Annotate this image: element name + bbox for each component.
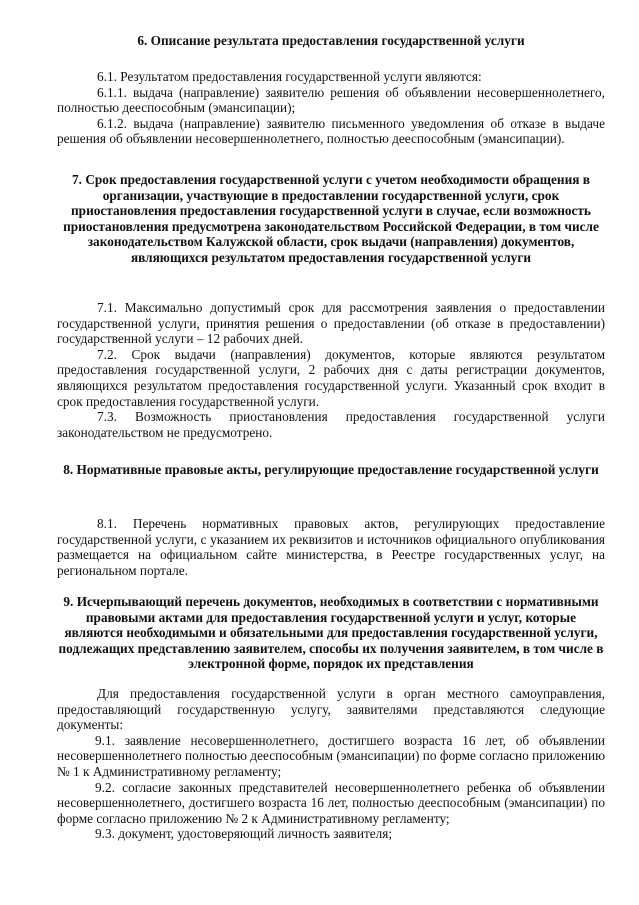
section-8-body (57, 516, 605, 578)
section-8-heading: 8. Нормативные правовые акты, регулирующие предоставление государственной услуги (63, 462, 599, 477)
section-9-heading: 9. Исчерпывающий перечень документов, необходимых в соответствии с нормативными правовыми актами для предоставления государственной услуги и услуг, которые являются необходимыми и обязательными для предоставления государственной услуги, подлежащих представлению заявителем, способы их получения заявителем, в том числе в электронной форме, порядок их представления (58, 594, 604, 672)
paragraph-7-1: 7.1. Максимально допустимый срок для рассмотрения заявления о предоставлении государственной услуги, принятия решения о предоставлении (об отказе в предоставлении) государственной услуги – 12 рабочих дней. (57, 300, 605, 347)
paragraph-6-1: 6.1. Результатом предоставления государственной услуги являются: (97, 69, 482, 84)
paragraph-9-2: 9.2. согласие законных представителей несовершеннолетнего ребенка об объявлении несовершеннолетнего, достигшего возраста 16 лет, полностью дееспособным (эмансипации) по форме согласно приложению № 2 к Административному регламенту; (57, 779, 605, 826)
paragraph-7-3: 7.3. Возможность приостановления предоставления государственной услуги законодательством не предусмотрено. (57, 409, 605, 440)
paragraph-8-1: 8.1. Перечень нормативных правовых актов, регулирующих предоставление государственной услуги, с указанием их реквизитов и источников официального опубликования размещается на официальном сайте министерства, в Реестре государственных услуг, на региональном портале. (57, 516, 605, 578)
paragraph-6-1-1: 6.1.1. выдача (направление) заявителю решения об объявлении несовершеннолетнего, полностью дееспособным (эмансипации); (57, 84, 605, 116)
paragraph-7-2: 7.2. Срок выдачи (направления) документов, которые являются результатом предоставления государственной услуги, 2 рабочих дня с даты регистрации документов, являющихся результатом предоставления государственной услуги. Указанный срок входит в срок предоставления государственной услуги. (57, 346, 605, 409)
section-9-body (57, 686, 605, 842)
paragraph-9-intro: Для предоставления государственной услуги в орган местного самоуправления, предоставляющий государственную услугу, заявителями представляются следующие документы: (57, 686, 605, 733)
section-6-heading: 6. Описание результата предоставления государственной услуги (137, 33, 525, 48)
section-7-heading: 7. Срок предоставления государственной услуги с учетом необходимости обращения в организации, участвующие в предоставлении государственной услуги, срок приостановления предоставления государственной услуги в случае, если возможность приостановления предусмотрена законодательством Российской Федерации, в том числе законодательством Калужской области, срок выдачи (направления) документов, являющихся результатом предоставления государственной услуги (63, 172, 599, 265)
paragraph-9-1: 9.1. заявление несовершеннолетнего, достигшего возраста 16 лет, об объявлении несовершеннолетнего полностью дееспособным (эмансипации) по форме согласно приложению № 1 к Административному регламенту; (57, 732, 606, 779)
paragraph-9-3: 9.3. документ, удостоверяющий личность заявителя; (95, 826, 393, 842)
section-6-body (57, 69, 605, 147)
paragraph-6-1-2: 6.1.2. выдача (направление) заявителю письменного уведомления об отказе в выдаче решения об объявлении несовершеннолетнего, полностью дееспособным (эмансипации). (57, 115, 605, 147)
section-7-body (57, 300, 605, 440)
